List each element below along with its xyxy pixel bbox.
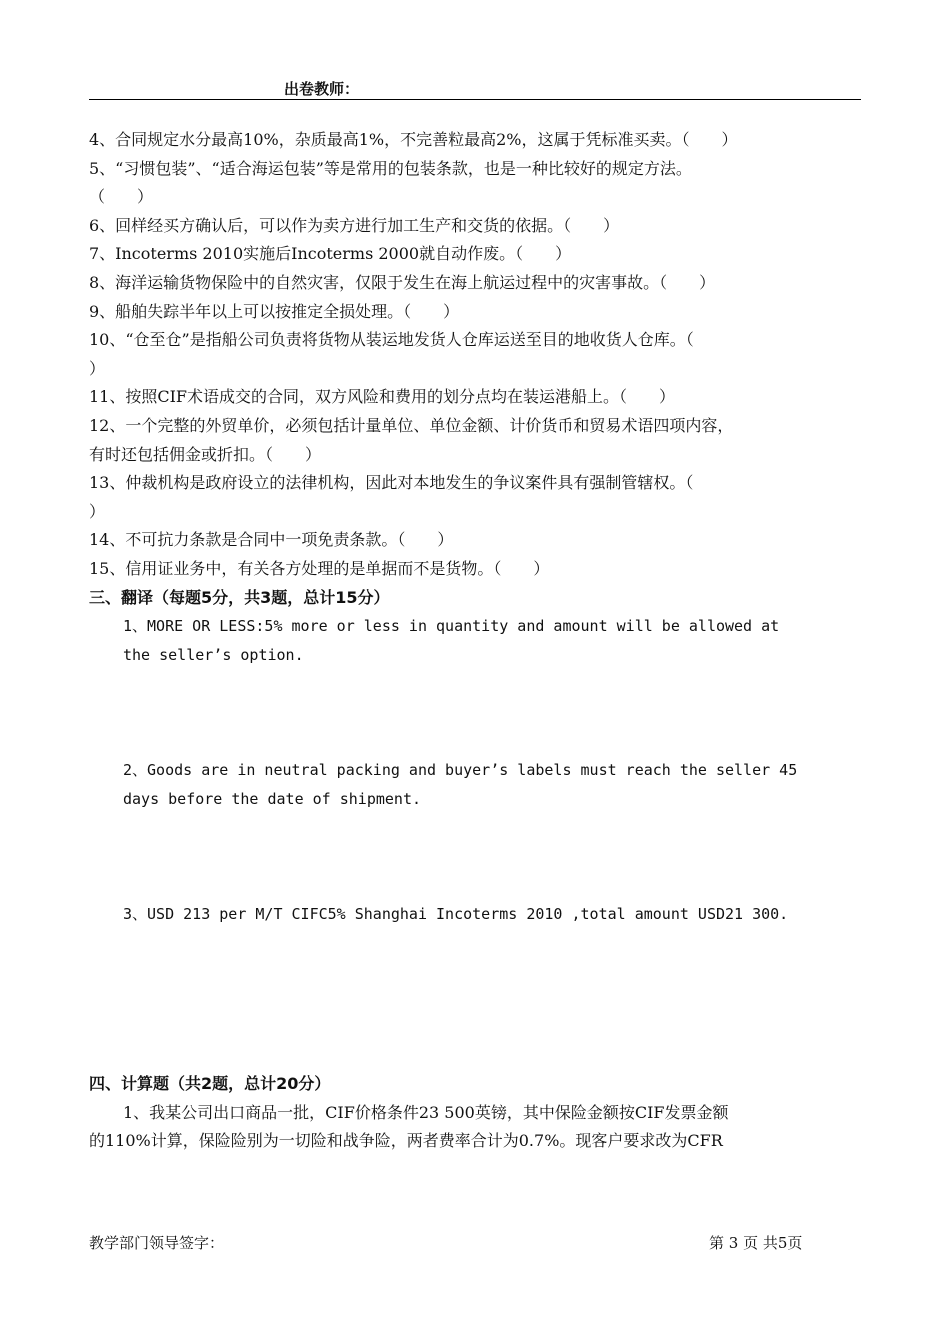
translation-line: 2、Goods are in neutral packing and buyer’s labels must reach the seller 45	[123, 761, 798, 780]
translation-line: 1、MORE OR LESS:5% more or less in quantity and amount will be allowed at	[123, 617, 780, 636]
question-line: 4、合同规定水分最高10%，杂质最高1%，不完善粒最高2%，这属于凭标准买卖。（ ）	[89, 130, 738, 149]
translation-item-2	[123, 756, 863, 814]
question-line: 9、船舶失踪半年以上可以按推定全损处理。（ ）	[89, 301, 460, 321]
question-line: 7、Incoterms 2010实施后Incoterms 2000就自动作废。（ ）	[89, 244, 572, 264]
exam-content	[89, 126, 864, 1156]
question-10	[89, 326, 864, 383]
answer-space	[89, 814, 864, 900]
question-line: ）	[89, 358, 106, 378]
question-line: 6、回样经买方确认后，可以作为卖方进行加工生产和交货的依据。（ ）	[89, 215, 620, 235]
translation-line: days before the date of shipment.	[123, 790, 422, 809]
question-line: （ ）	[89, 187, 154, 207]
question-line: 11、按照CIF术语成交的合同，双方风险和费用的划分点均在装运港船上。（ ）	[89, 387, 676, 407]
question-12	[89, 412, 864, 469]
translation-item-1	[123, 612, 863, 670]
question-line: 10、“仓至仓”是指船公司负责将货物从装运地发货人仓库运送至目的地收货人仓库。（	[89, 330, 694, 350]
answer-space	[89, 670, 864, 756]
question-line: 5、“习惯包装”、“适合海运包装”等是常用的包装条款，也是一种比较好的规定方法。	[89, 158, 692, 178]
question-line: ）	[89, 501, 106, 521]
department-signature-label: 教学部门领导签字：	[89, 1234, 225, 1252]
question-line: 8、海洋运输货物保险中的自然灾害，仅限于发生在海上航运过程中的灾害事故。（ ）	[89, 272, 716, 292]
true-false-questions	[89, 126, 864, 584]
question-13	[89, 469, 864, 526]
question-4	[89, 126, 864, 155]
question-14	[89, 526, 864, 555]
question-line: 15、信用证业务中，有关各方处理的是单据而不是货物。（ ）	[89, 558, 550, 578]
question-9	[89, 298, 864, 327]
question-6	[89, 212, 864, 241]
translation-line: the seller’s option.	[123, 646, 304, 665]
calculation-line: 1、我某公司出口商品一批，CIF价格条件23 500英镑，其中保险金额按CIF发票金额	[123, 1102, 729, 1122]
translation-item-3	[123, 900, 863, 929]
translation-section	[89, 584, 864, 1071]
question-line: 有时还包括佣金或折扣。（ ）	[89, 444, 322, 464]
question-7	[89, 240, 864, 269]
section-title: 三、翻译（每题5分，共3题，总计15分）	[89, 587, 390, 607]
question-8	[89, 269, 864, 298]
question-11	[89, 383, 864, 412]
translation-line: 3、USD 213 per M/T CIFC5% Shanghai Incoterms 2010 ,total amount USD21 300.	[123, 905, 789, 924]
page-number: 第 3 页 共5页	[709, 1234, 803, 1252]
question-line: 12、一个完整的外贸单价，必须包括计量单位、单位金额、计价货币和贸易术语四项内容，	[89, 415, 734, 435]
answer-space	[89, 929, 864, 1070]
question-line: 13、仲裁机构是政府设立的法律机构，因此对本地发生的争议案件具有强制管辖权。（	[89, 473, 694, 493]
teacher-label: 出卷教师：	[284, 80, 360, 98]
question-5	[89, 155, 864, 212]
calculation-section	[89, 1070, 864, 1156]
question-15	[89, 555, 864, 584]
calculation-line: 的110%计算，保险险别为一切险和战争险，两者费率合计为0.7%。现客户要求改为CFR	[89, 1131, 723, 1151]
section-title: 四、计算题（共2题，总计20分）	[89, 1074, 331, 1094]
header-rule	[89, 99, 861, 100]
question-line: 14、不可抗力条款是合同中一项免责条款。（ ）	[89, 530, 454, 550]
